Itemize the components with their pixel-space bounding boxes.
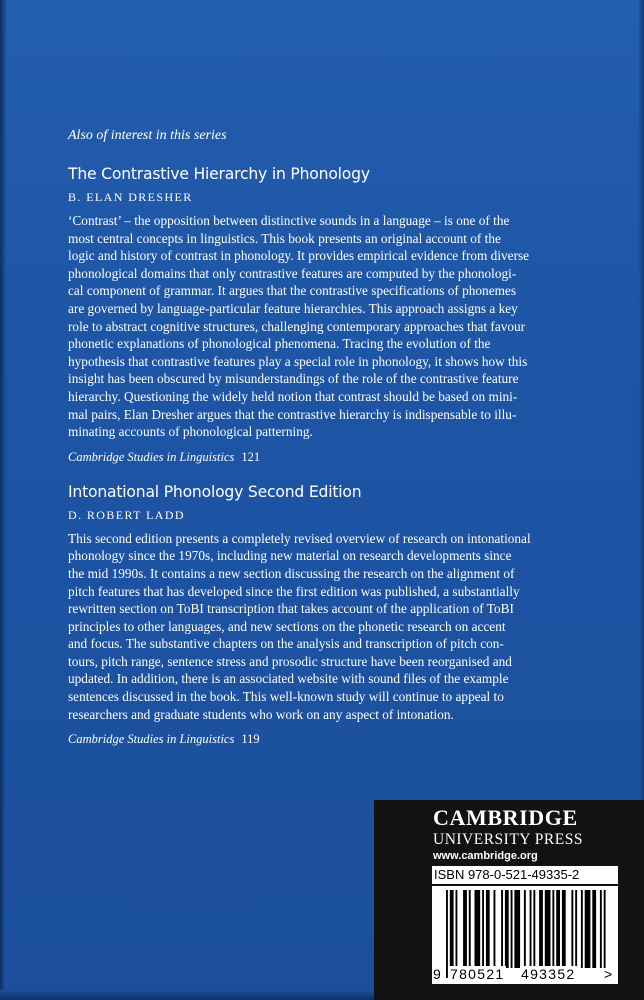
description-line: pitch features that has developed since the first edition was published, a substantially bbox=[68, 583, 520, 599]
barcode-bar bbox=[524, 890, 526, 968]
barcode-bar bbox=[604, 890, 606, 968]
barcode-bar bbox=[482, 890, 484, 968]
barcode-bar bbox=[530, 890, 532, 968]
barcode-bar bbox=[514, 890, 520, 968]
series-reference bbox=[68, 450, 618, 465]
description-line: updated. In addition, there is an associated website with sound files of the example bbox=[68, 671, 509, 687]
content-column bbox=[68, 128, 618, 765]
book-entry-contrastive-hierarchy bbox=[68, 165, 618, 465]
barcode-bar bbox=[592, 890, 596, 968]
barcode-bar bbox=[501, 890, 503, 968]
barcode-bar bbox=[505, 890, 509, 968]
barcode-arrow: > bbox=[604, 966, 613, 982]
barcode-bar bbox=[486, 890, 490, 968]
description-line: researchers and graduate students who work on any aspect of intonation. bbox=[68, 706, 454, 722]
description-line: rewritten section on ToBI transcription that takes account of the application of ToBI bbox=[68, 601, 514, 617]
description-line: ‘Contrast’ – the opposition between distinctive sounds in a language – is one of the bbox=[68, 213, 510, 228]
description-line: logic and history of contrast in phonology. It provides empirical evidence from diverse bbox=[68, 248, 530, 264]
series-reference bbox=[68, 732, 618, 747]
barcode-bar bbox=[552, 890, 554, 968]
barcode-bar bbox=[494, 890, 496, 968]
book-title: The Contrastive Hierarchy in Phonology bbox=[68, 165, 370, 183]
book-description bbox=[68, 212, 618, 441]
description-line: cal component of grammar. It argues that the contrastive specifications of phonemes bbox=[68, 283, 517, 299]
description-line: hierarchy. Questioning the widely held notion that contrast should be based on mini- bbox=[68, 388, 518, 404]
barcode-bar bbox=[585, 890, 591, 968]
description-line: the mid 1990s. It contains a new section discussing the research on the alignment of bbox=[68, 565, 515, 581]
barcode-bar bbox=[545, 890, 551, 968]
description-line: insight has been obscured by misunderstandings of the role of the contrastive feature bbox=[68, 371, 519, 387]
isbn-label: ISBN 978-0-521-49335-2 bbox=[432, 866, 618, 884]
description-line: sentences discussed in the book. This well-known study will continue to appeal to bbox=[68, 689, 504, 705]
barcode-bar bbox=[469, 890, 471, 968]
barcode-bar bbox=[600, 890, 602, 968]
description-line: phonological domains that only contrastive features are computed by the phonologi- bbox=[68, 265, 517, 281]
barcode-bar bbox=[575, 890, 577, 968]
barcode-bar bbox=[581, 890, 583, 968]
description-line: and focus. The substantive chapters on the analysis and transcription of pitch con- bbox=[68, 636, 504, 652]
description-line: are governed by language-particular feature hierarchies. This approach assigns a key bbox=[68, 300, 518, 316]
series-number: 121 bbox=[241, 449, 261, 464]
barcode-bar bbox=[475, 890, 481, 968]
barcode-bar bbox=[533, 890, 535, 968]
barcode-group-right: 493352 bbox=[521, 966, 576, 982]
book-title: Intonational Phonology Second Edition bbox=[68, 482, 362, 501]
barcode-bar bbox=[511, 890, 513, 968]
description-line: mal pairs, Elan Dresher argues that the contrastive hierarchy is indispensable to illu- bbox=[68, 406, 517, 422]
barcode-first-digit: 9 bbox=[433, 966, 441, 982]
series-name: Cambridge Studies in Linguistics bbox=[68, 449, 235, 464]
description-line: minating accounts of phonological patterning. bbox=[68, 424, 313, 440]
description-line: principles to other languages, and new sections on the phonetic research on accent bbox=[68, 618, 506, 634]
publisher-website: www.cambridge.org bbox=[433, 850, 538, 862]
description-line: This second edition presents a completely revised overview of research on intonational bbox=[68, 530, 531, 546]
description-line: tours, pitch range, sentence stress and prosodic structure have been reorganised and bbox=[68, 653, 512, 669]
description-line: hypothesis that contrastive features play a special role in phonology, it shows how this bbox=[68, 353, 528, 369]
description-line: phonetic explanations of phonological phenomena. Tracing the evolution of the bbox=[68, 336, 491, 352]
description-line: phonology since the 1970s, including new material on research developments since bbox=[68, 548, 512, 564]
series-heading: Also of interest in this series bbox=[68, 128, 227, 143]
barcode-bar bbox=[456, 890, 458, 968]
book-entry-intonational-phonology bbox=[68, 483, 618, 748]
barcode-bar bbox=[539, 890, 543, 968]
book-description bbox=[68, 530, 618, 724]
barcode-bar bbox=[463, 890, 467, 968]
publisher-name: CAMBRIDGE bbox=[433, 805, 578, 830]
description-line: most central concepts in linguistics. This book presents an original account of the bbox=[68, 230, 501, 246]
cover-left-edge bbox=[0, 0, 6, 1000]
publisher-press: UNIVERSITY PRESS bbox=[433, 831, 583, 848]
series-number: 119 bbox=[241, 732, 260, 747]
barcode-digits bbox=[432, 964, 618, 984]
description-line: role to abstract cognitive structures, challenging contemporary approaches that favour bbox=[68, 318, 526, 334]
barcode bbox=[432, 886, 618, 984]
barcode-bar bbox=[556, 890, 560, 968]
barcode-group-left: 780521 bbox=[450, 966, 505, 982]
book-author: D. ROBERT LADD bbox=[68, 507, 185, 522]
book-author: B. ELAN DRESHER bbox=[68, 190, 193, 204]
series-name: Cambridge Studies in Linguistics bbox=[68, 732, 235, 747]
